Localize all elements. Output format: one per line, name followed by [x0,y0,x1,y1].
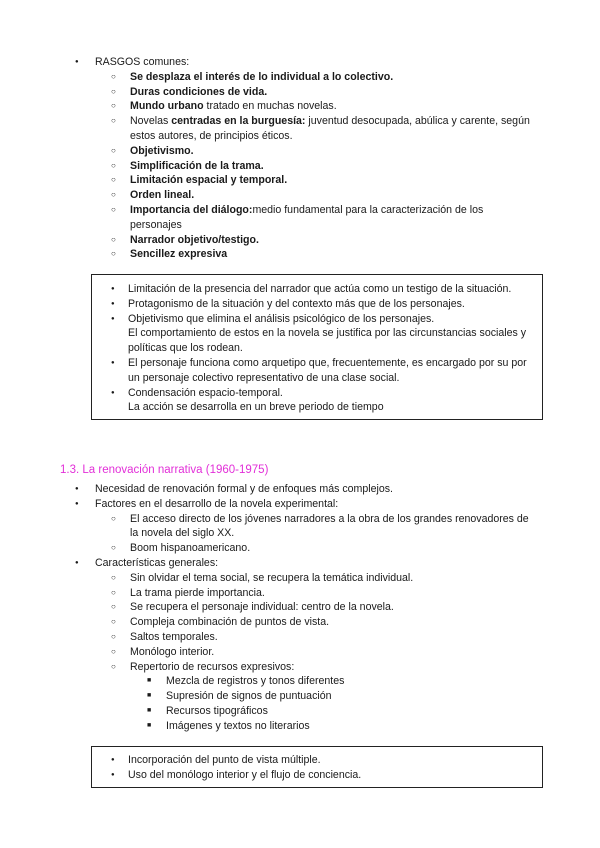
list-item: ○ Saltos temporales. [111,630,535,645]
list-item: ○ Duras condiciones de vida. [111,85,535,100]
list-item: ● Condensación espacio-temporal. La acción se desarrolla en un breve periodo de tiempo [111,386,536,416]
list-item: ■ Imágenes y textos no literarios [147,719,535,734]
summary-box-renovation [91,746,543,788]
list-item: ■ Supresión de signos de puntuación [147,689,535,704]
factors-list [111,512,535,556]
list-item: ● Protagonismo de la situación y del contexto más que de los personajes. [111,297,536,312]
list-item: ○ Sin olvidar el tema social, se recupera la temática individual. [111,571,535,586]
list-item: ○ Importancia del diálogo:medio fundamental para la caracterización de los personajes [111,203,535,233]
list-item: ● El personaje funciona como arquetipo que, frecuentemente, es encargado por su por un personaje colectivo representativo de una clase social. [111,356,536,386]
list-item: ○ Simplificación de la trama. [111,159,535,174]
list-item: ○ Limitación espacial y temporal. [111,173,535,188]
list-item: ● Características generales: ○ Sin olvidar el tema social, se recupera la temática individual. ○ La trama pierde importancia. ○ Se recupera el personaje individual: centro de la novela. ○ Compleja combinación de puntos de vista. ○ Saltos temporales. ○ Monólogo interior. ○ Repertorio de recursos expresivos: ■ Mezcla de registros y tonos diferentes ■ Supresión de signos de puntuación ■ Recursos tipográficos ■ Imágenes y textos no literarios [75,556,535,734]
list-item: ○ Boom hispanoamericano. [111,541,535,556]
list-item: ● Incorporación del punto de vista múltiple. [111,753,536,768]
list-item: ■ Recursos tipográficos [147,704,535,719]
rasgos-label: RASGOS comunes: [95,56,190,68]
list-item: ● Necesidad de renovación formal y de enfoques más complejos. [75,482,535,497]
rasgos-item [75,55,535,262]
list-item: ● Factores en el desarrollo de la novela experimental: ○ El acceso directo de los jóvenes narradores a la obra de los grandes renovadores de la novela del siglo XX. ○ Boom hispanoamericano. [75,497,535,556]
rasgos-section [75,55,535,262]
features-list [111,571,535,734]
list-item: ○ Sencillez expresiva [111,247,535,262]
list-item: ○ Compleja combinación de puntos de vista. [111,615,535,630]
resources-list [147,674,535,733]
list-item: ○ Monólogo interior. [111,645,535,660]
list-item: ● Uso del monólogo interior y el flujo de conciencia. [111,768,536,783]
summary-box-realism [91,274,543,420]
list-item: ○ Se desplaza el interés de lo individual a lo colectivo. [111,70,535,85]
list-item: ○ La trama pierde importancia. [111,586,535,601]
section-heading: 1.3. La renovación narrativa (1960-1975) [60,464,269,476]
list-item: ● Objetivismo que elimina el análisis psicológico de los personajes. El comportamiento de estos en la novela se justifica por las circunstancias sociales y políticas que los rodean. [111,312,536,356]
renovacion-section [75,482,535,734]
list-item: ○ Objetivismo. [111,144,535,159]
list-item: ■ Mezcla de registros y tonos diferentes [147,674,535,689]
list-item: ○ Orden lineal. [111,188,535,203]
list-item: ○ El acceso directo de los jóvenes narradores a la obra de los grandes renovadores de la novela del siglo XX. [111,512,535,542]
list-item: ○ Mundo urbano tratado en muchas novelas. [111,99,535,114]
list-item: ○ Narrador objetivo/testigo. [111,233,535,248]
list-item: ○ Se recupera el personaje individual: centro de la novela. [111,600,535,615]
rasgos-list [111,70,535,262]
list-item: ○ Repertorio de recursos expresivos: ■ Mezcla de registros y tonos diferentes ■ Supresión de signos de puntuación ■ Recursos tipográficos ■ Imágenes y textos no literarios [111,660,535,734]
list-item: ● Limitación de la presencia del narrador que actúa como un testigo de la situación. [111,282,536,297]
list-item: ○ Novelas centradas en la burguesía: juventud desocupada, abúlica y carente, según estos autores, de principios éticos. [111,114,535,144]
